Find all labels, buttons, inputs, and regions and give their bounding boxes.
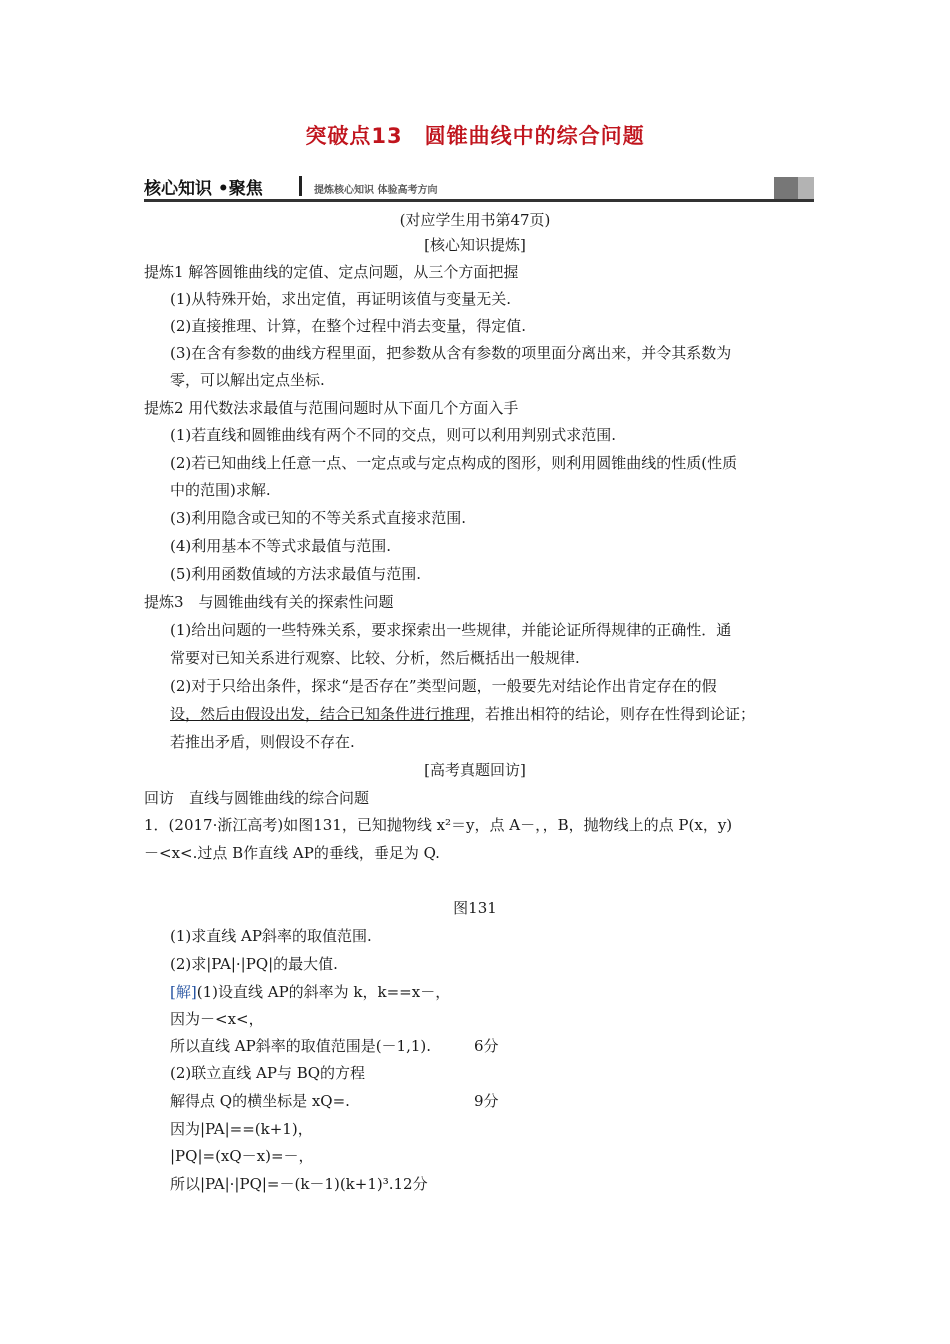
point2-item3: (3)利用隐含或已知的不等关系式直接求范围. <box>170 509 467 527</box>
section-banner <box>144 172 814 202</box>
page-title: 突破点13 圆锥曲线中的综合问题 <box>305 124 645 148</box>
question-1: (1)求直线 AP斜率的取值范围. <box>170 927 372 945</box>
score-6: 6分 <box>474 1037 499 1055</box>
solution-step3: 所以直线 AP斜率的取值范围是(－1,1). <box>170 1037 432 1055</box>
point1-item3-line2: 零，可以解出定点坐标. <box>170 371 325 389</box>
point1-item2: (2)直接推理、计算，在整个过程中消去变量，得定值. <box>170 317 527 335</box>
solution-step8 <box>170 1174 428 1194</box>
underlined-phrase: 设，然后由假设出发，结合已知条件进行推理 <box>170 705 471 723</box>
point1-item1: (1)从特殊开始，求出定值，再证明该值与变量无关. <box>170 290 512 308</box>
solution-tag: [解] <box>170 983 197 1001</box>
point2-item2-line1: (2)若已知曲线上任意一点、一定点或与定点构成的图形，则利用圆锥曲线的性质(性质 <box>170 454 738 472</box>
solution-step6: 因为|PA|==(k+1)， <box>170 1120 313 1138</box>
banner-rule <box>144 199 814 202</box>
point2-item2-line2: 中的范围)求解. <box>170 481 271 499</box>
banner-dark-block <box>774 177 798 199</box>
banner-subtitle: 提炼核心知识 体验高考方向 <box>314 185 438 196</box>
point3-item1-line1: (1)给出问题的一些特殊关系，要求探索出一些规律，并能论证所得规律的正确性．通 <box>170 621 732 639</box>
point3-item1-line2: 常要对已知关系进行观察、比较、分析，然后概括出一般规律. <box>170 649 580 667</box>
point2-item4: (4)利用基本不等式求最值与范围. <box>170 537 392 555</box>
banner-light-block <box>798 177 814 199</box>
figure-caption: 图131 <box>453 899 497 917</box>
point3-item2-line2 <box>170 704 755 724</box>
point2-item1: (1)若直线和圆锥曲线有两个不同的交点，则可以利用判别式求范围. <box>170 426 617 444</box>
score-12: 12分 <box>393 1175 428 1193</box>
point3-item2-line1: (2)对于只给出条件，探求“是否存在”类型问题，一般要先对结论作出肯定存在的假 <box>170 677 717 695</box>
page-reference: (对应学生用书第47页) <box>399 211 551 229</box>
point2-item5: (5)利用函数值域的方法求最值与范围. <box>170 565 422 583</box>
solution-step4: (2)联立直线 AP与 BQ的方程 <box>170 1064 366 1082</box>
solution-step1-text: (1)设直线 AP的斜率为 k，k==x－， <box>196 983 451 1001</box>
section-heading-exam: [高考真题回访] <box>424 761 526 779</box>
solution-step5: 解得点 Q的横坐标是 xQ=. <box>170 1092 350 1110</box>
section-heading-knowledge: [核心知识提炼] <box>424 236 526 254</box>
point3-item2-line2-rest: ，若推出相符的结论，则存在性得到论证； <box>470 705 756 723</box>
score-9: 9分 <box>474 1092 499 1110</box>
point1-item3-line1: (3)在含有参数的曲线方程里面，把参数从含有参数的项里面分离出来，并令其系数为 <box>170 344 732 362</box>
point2-heading: 提炼2 用代数法求最值与范围问题时从下面几个方面入手 <box>144 399 519 417</box>
question-2: (2)求|PA|·|PQ|的最大值. <box>170 955 338 973</box>
solution-step8-text: 所以|PA|·|PQ|=－(k－1)(k+1)³. <box>170 1175 394 1193</box>
point3-item2-line3: 若推出矛盾，则假设不存在. <box>170 733 355 751</box>
problem-line2: －<x<.过点 B作直线 AP的垂线，垂足为 Q. <box>144 844 440 862</box>
banner-divider <box>299 176 302 196</box>
point3-heading: 提炼3 与圆锥曲线有关的探索性问题 <box>144 593 394 611</box>
solution-step1 <box>170 982 450 1002</box>
solution-step7: |PQ|=(xQ－x)=－， <box>170 1147 314 1165</box>
solution-step2: 因为－<x<， <box>170 1010 264 1028</box>
point1-heading: 提炼1 解答圆锥曲线的定值、定点问题，从三个方面把握 <box>144 263 519 281</box>
problem-line1: 1．(2017·浙江高考)如图131，已知抛物线 x²＝y，点 A－，，B，抛物线上的点 P(x，y) <box>144 816 733 834</box>
banner-title: 核心知识 •聚焦 <box>144 179 263 199</box>
revisit-heading: 回访 直线与圆锥曲线的综合问题 <box>144 789 370 807</box>
